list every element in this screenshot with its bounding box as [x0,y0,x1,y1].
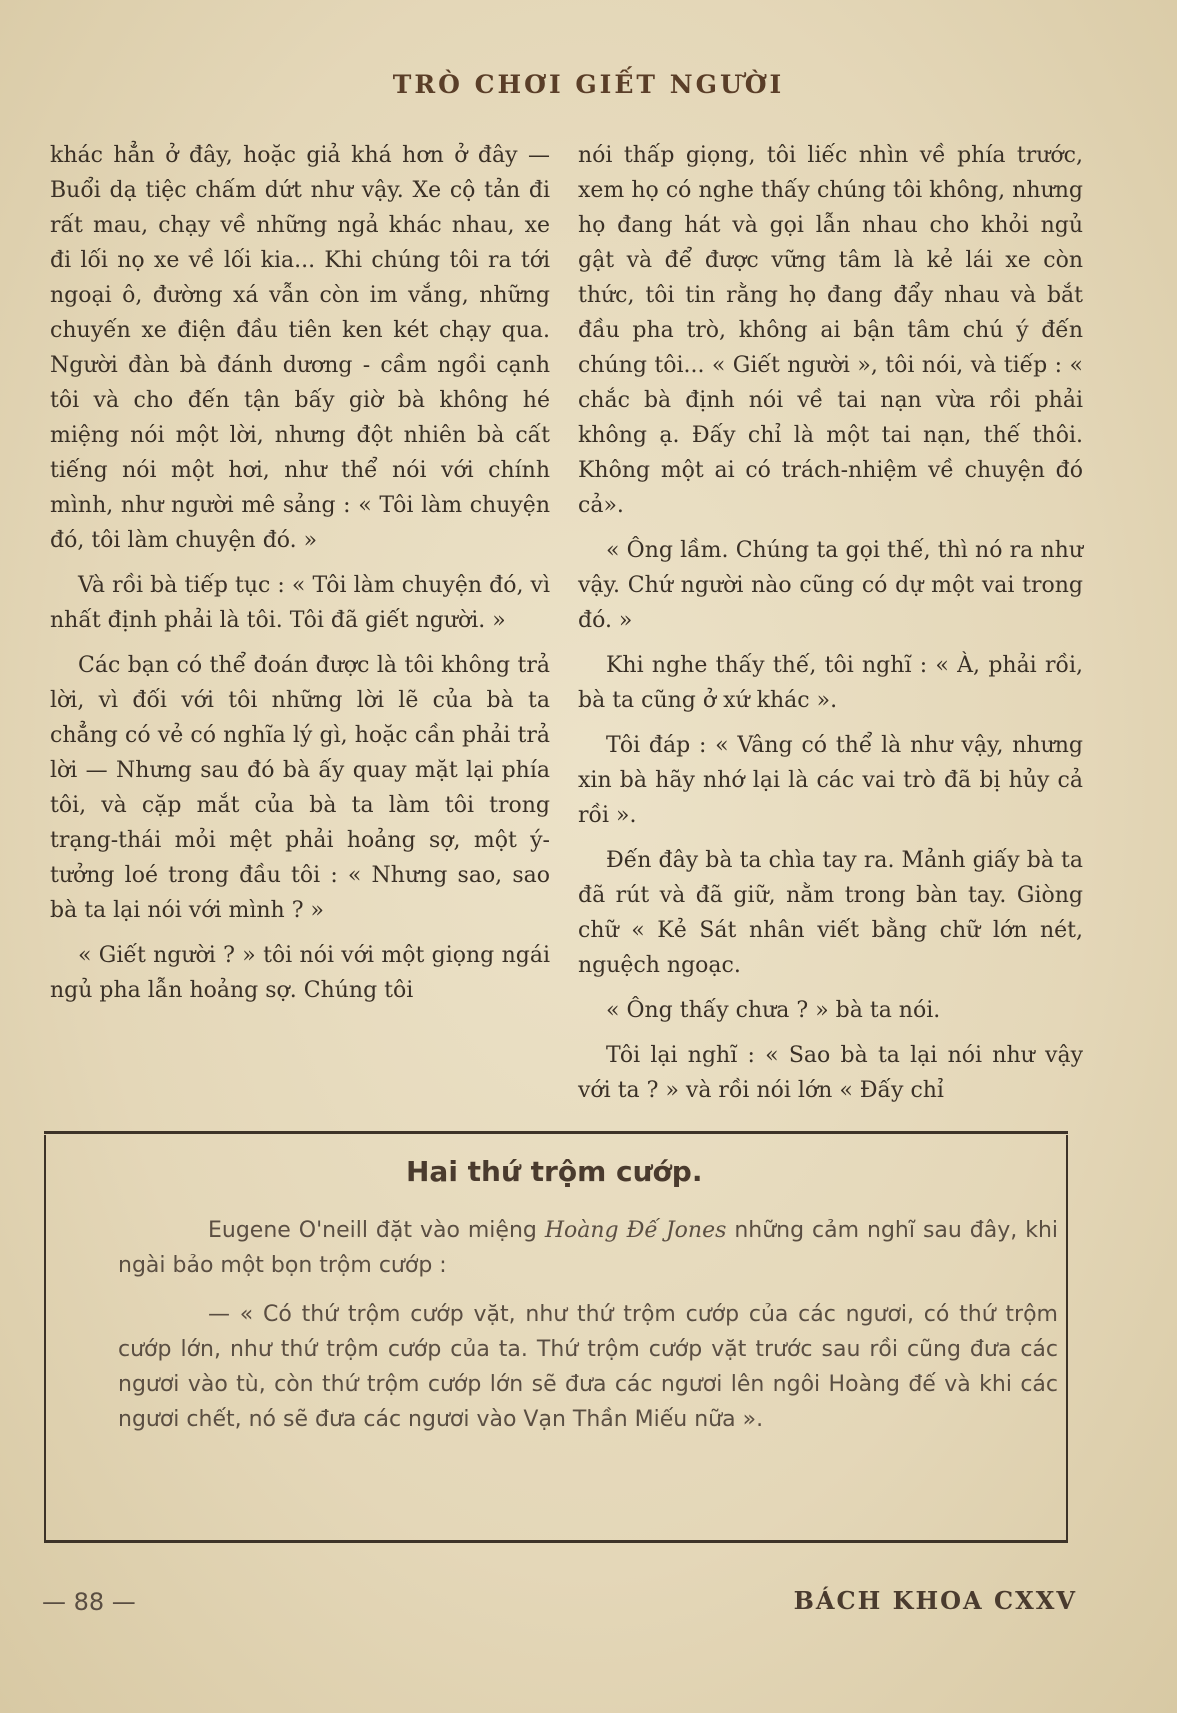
paragraph: Đến đây bà ta chìa tay ra. Mảnh giấy bà ta đã rút và đã giữ, nằm trong bàn tay. Giòng chữ « Kẻ Sát nhân viết bằng chữ lớn nét, nguệch ngoạc. [578,848,1083,978]
paragraph: « Ông lầm. Chúng ta gọi thế, thì nó ra như vậy. Chứ người nào cũng có dự một vai trong đó. » [578,538,1083,633]
left-column [50,138,550,1018]
publication-name: BÁCH KHOA CXXV [793,1586,1077,1615]
paragraph: Các bạn có thể đoán được là tôi không trả lời, vì đối với tôi những lời lẽ của bà ta chẳng có vẻ có nghĩa lý gì, hoặc cần phải trả lời — Nhưng sau đó bà ấy quay mặt lại phía tôi, và cặp mắt của bà ta làm tôi trong trạng-thái mỏi mệt phải hoảng sợ, một ý-tưởng loé trong đầu tôi : « Nhưng sao, sao bà ta lại nói với mình ? » [50,653,550,923]
box-title: Hai thứ trộm cướp. [406,1155,703,1188]
page-number: — 88 — [42,1588,136,1616]
sidebar-box [44,1135,1068,1543]
box-top-rule [44,1131,1068,1134]
paragraph: khác hẳn ở đây, hoặc giả khá hơn ở đây — Buổi dạ tiệc chấm dứt như vậy. Xe cộ tản đi rất mau, chạy về những ngả khác nhau, xe đi lối nọ xe về lối kia... Khi chúng tôi ra tới ngoại ô, đường xá vẫn còn im vắng, những chuyến xe điện đầu tiên ken két chạy qua. Người đàn bà đánh dương - cầm ngồi cạnh tôi và cho đến tận bấy giờ bà không hé miệng nói một lời, nhưng đột nhiên bà cất tiếng nói một hơi, như thể nói với chính mình, như người mê sảng : « Tôi làm chuyện đó, tôi làm chuyện đó. » [50,143,550,553]
box-intro [118,1213,1058,1283]
intro-text: Eugene O'neill đặt vào miệng [208,1218,545,1243]
box-body [118,1213,1058,1451]
paragraph: Tôi lại nghĩ : « Sao bà ta lại nói như vậy với ta ? » và rồi nói lớn « Đấy chỉ [578,1043,1083,1103]
paragraph: Và rồi bà tiếp tục : « Tôi làm chuyện đó, vì nhất định phải là tôi. Tôi đã giết người. » [50,573,550,633]
box-quote: — « Có thứ trộm cướp vặt, như thứ trộm cướp của các ngươi, có thứ trộm cướp lớn, như thứ trộm cướp của ta. Thứ trộm cướp vặt trước sau rồi cũng đưa các ngươi vào tù, còn thứ trộm cướp lớn sẽ đưa các ngươi lên ngôi Hoàng đế và khi các ngươi chết, nó sẽ đưa các ngươi vào Vạn Thần Miếu nữa ». [118,1302,1058,1432]
running-header: TRÒ CHƠI GIẾT NGƯỜI [392,70,785,99]
italic-title: Hoàng Đế Jones [544,1218,727,1243]
paragraph: Khi nghe thấy thế, tôi nghĩ : « À, phải rồi, bà ta cũng ở xứ khác ». [578,653,1083,713]
paragraph: Tôi đáp : « Vâng có thể là như vậy, nhưng xin bà hãy nhớ lại là các vai trò đã bị hủy cả rồi ». [578,733,1083,828]
paragraph: « Ông thấy chưa ? » bà ta nói. [606,998,941,1023]
right-column [578,138,1083,1118]
paragraph: « Giết người ? » tôi nói với một giọng ngái ngủ pha lẫn hoảng sợ. Chúng tôi [50,943,550,1003]
intro-text-end: những cảm nghĩ sau đây, khi ngài bảo một bọn trộm cướp : [118,1218,1058,1278]
paragraph: nói thấp giọng, tôi liếc nhìn về phía trước, xem họ có nghe thấy chúng tôi không, nhưng họ đang hát và gọi lẫn nhau cho khỏi ngủ gật và để được vững tâm là kẻ lái xe còn thức, tôi tin rằng họ đang đẩy nhau và bắt đầu pha trò, không ai bận tâm chú ý đến chúng tôi... « Giết người », tôi nói, và tiếp : « chắc bà định nói về tai nạn vừa rồi phải không ạ. Đấy chỉ là một tai nạn, thế thôi. Không một ai có trách-nhiệm về chuyện đó cả». [578,143,1083,518]
